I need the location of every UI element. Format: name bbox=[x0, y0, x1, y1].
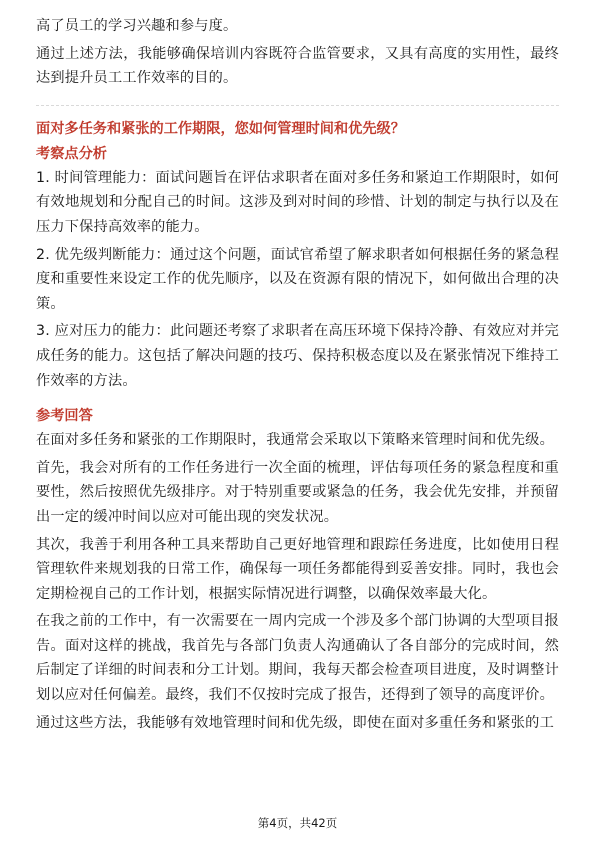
analysis-item-2: 2. 优先级判断能力：通过这个问题，面试官希望了解求职者如何根据任务的紧急程度和重要性来设定工作的优先顺序，以及在资源有限的情况下，如何做出合理的决策。 bbox=[36, 246, 559, 312]
section-divider bbox=[36, 105, 559, 106]
analysis-item-3: 3. 应对压力的能力：此问题还考察了求职者在高压环境下保持冷静、有效应对并完成任务的能力。这包括了解决问题的技巧、保持积极态度以及在紧张情况下维持工作效率的方法。 bbox=[36, 323, 559, 389]
analysis-item-1: 1. 时间管理能力：面试问题旨在评估求职者在面对多任务和紧迫工作期限时，如何有效地规划和分配自己的时间。这涉及到对时间的珍惜、计划的制定与执行以及在压力下保持高效率的能力。 bbox=[36, 169, 559, 235]
intro-paragraph-2: 通过上述方法，我能够确保培训内容既符合监管要求，又具有高度的实用性，最终达到提升员工工作效率的目的。 bbox=[36, 45, 559, 87]
intro-paragraph-1: 高了员工的学习兴趣和参与度。 bbox=[36, 18, 238, 34]
answer-paragraph-4: 在我之前的工作中，有一次需要在一周内完成一个涉及多个部门协调的大型项目报告。面对这样的挑战，我首先与各部门负责人沟通确认了各自部分的完成时间，然后制定了详细的时间表和分工计划。期间，我每天都会检查项目进度，及时调整计划以应对任何偏差。最终，我们不仅按时完成了报告，还得到了领导的高度评价。 bbox=[36, 613, 559, 704]
answer-paragraph-3: 其次，我善于利用各种工具来帮助自己更好地管理和跟踪任务进度，比如使用日程管理软件来规划我的日常工作，确保每一项任务都能得到妥善安排。同时，我也会定期检视自己的工作计划，根据实际情况进行调整，以确保效率最大化。 bbox=[36, 536, 559, 602]
answer-heading: 参考回答 bbox=[36, 408, 93, 425]
answer-paragraph-1: 在面对多任务和紧张的工作期限时，我通常会采取以下策略来管理时间和优先级。 bbox=[36, 432, 554, 449]
document-page bbox=[36, 14, 559, 738]
answer-paragraph-2: 首先，我会对所有的工作任务进行一次全面的梳理，评估每项任务的紧急程度和重要性，然后按照优先级排序。对于特别重要或紧急的任务，我会优先安排，并预留出一定的缓冲时间以应对可能出现的突发状况。 bbox=[36, 459, 559, 525]
analysis-heading: 考察点分析 bbox=[36, 145, 107, 162]
interview-question: 面对多任务和紧张的工作期限，您如何管理时间和优先级？ bbox=[36, 120, 405, 137]
answer-paragraph-5: 通过这些方法，我能够有效地管理时间和优先级，即使在面对多重任务和紧张的工 bbox=[36, 714, 554, 731]
page-number: 第4页，共42页 bbox=[257, 816, 338, 830]
